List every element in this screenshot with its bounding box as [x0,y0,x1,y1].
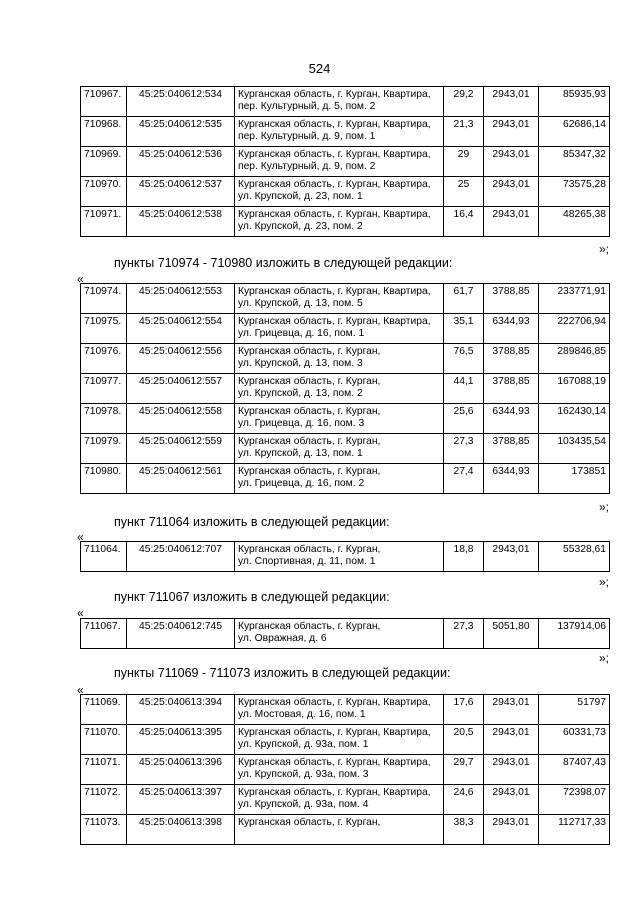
address-line: Курганская область, г. Курган, [238,406,381,417]
cadastral-cost-cell: 233771,91 [539,284,610,314]
address-line: Курганская область, г. Курган, [238,544,381,555]
cadastral-cost-cell: 167088,19 [539,374,610,404]
address-cell [235,815,444,845]
cadastral-cost-cell: 72398,07 [539,785,610,815]
address-cell [235,117,444,147]
cadastral-cost-cell: 222706,94 [539,314,610,344]
table-row [81,207,610,237]
close-quote: »; [598,242,609,256]
area-cell: 38,3 [444,815,484,845]
address-cell [235,147,444,177]
address-cell [235,87,444,117]
cadastral-number-cell: 45:25:040613:397 [127,785,235,815]
table-row [81,542,610,572]
area-cell: 35,1 [444,314,484,344]
table-row [81,434,610,464]
table-row [81,87,610,117]
address-line: пер. Культурный, д. 9, пом. 1 [238,131,376,142]
area-cell: 29 [444,147,484,177]
address-line: ул. Крупской, д. 23, пом. 2 [238,221,363,232]
cadastral-number-cell: 45:25:040613:395 [127,725,235,755]
cadastral-cost-cell: 73575,28 [539,177,610,207]
unit-price-cell: 2943,01 [484,147,539,177]
table-row [81,725,610,755]
table-row [81,815,610,845]
cadastral-number-cell: 45:25:040612:554 [127,314,235,344]
address-cell [235,177,444,207]
cadastral-number-cell: 45:25:040613:396 [127,755,235,785]
row-number-cell: 710980. [81,464,127,494]
address-line: ул. Крупской, д. 93а, пом. 4 [238,799,369,810]
area-cell: 25,6 [444,404,484,434]
property-table [80,541,610,572]
unit-price-cell: 2943,01 [484,207,539,237]
address-line: ул. Крупской, д. 93а, пом. 1 [238,739,369,750]
row-number-cell: 711072. [81,785,127,815]
area-cell: 44,1 [444,374,484,404]
cadastral-number-cell: 45:25:040612:536 [127,147,235,177]
cadastral-cost-cell: 173851 [539,464,610,494]
row-number-cell: 710969. [81,147,127,177]
address-line: Курганская область, г. Курган, Квартира, [238,757,431,768]
instruction-text: пункты 710974 - 710980 изложить в следующей редакции: [114,256,453,270]
address-line: ул. Крупской, д. 23, пом. 1 [238,191,363,202]
address-cell [235,785,444,815]
area-cell: 21,3 [444,117,484,147]
address-line: ул. Грицевца, д. 16, пом. 3 [238,418,365,429]
address-cell [235,434,444,464]
cadastral-number-cell: 45:25:040613:398 [127,815,235,845]
cadastral-number-cell: 45:25:040613:394 [127,695,235,725]
address-line: Курганская область, г. Курган, Квартира, [238,316,431,327]
area-cell: 76,5 [444,344,484,374]
address-cell [235,725,444,755]
address-cell [235,542,444,572]
unit-price-cell: 2943,01 [484,117,539,147]
unit-price-cell: 2943,01 [484,87,539,117]
instruction-text: пункт 711064 изложить в следующей редакции: [114,515,390,529]
address-cell [235,344,444,374]
table-row [81,785,610,815]
address-line: Курганская область, г. Курган, [238,346,381,357]
unit-price-cell: 3788,85 [484,284,539,314]
address-cell [235,755,444,785]
cadastral-number-cell: 45:25:040612:537 [127,177,235,207]
area-cell: 27,3 [444,619,484,649]
address-line: Курганская область, г. Курган, Квартира, [238,697,431,708]
unit-price-cell: 2943,01 [484,695,539,725]
row-number-cell: 711070. [81,725,127,755]
row-number-cell: 711064. [81,542,127,572]
open-quote: « [77,530,84,544]
unit-price-cell: 5051,80 [484,619,539,649]
area-cell: 29,2 [444,87,484,117]
unit-price-cell: 2943,01 [484,755,539,785]
address-cell [235,695,444,725]
row-number-cell: 710977. [81,374,127,404]
address-cell [235,464,444,494]
unit-price-cell: 2943,01 [484,725,539,755]
address-line: Курганская область, г. Курган, Квартира, [238,787,431,798]
close-quote: »; [598,651,609,665]
address-line: Курганская область, г. Курган, Квартира, [238,179,431,190]
table-row [81,147,610,177]
table-row [81,404,610,434]
address-line: ул. Крупской, д. 13, пом. 1 [238,448,363,459]
address-line: Курганская область, г. Курган, [238,621,381,632]
area-cell: 25 [444,177,484,207]
row-number-cell: 710968. [81,117,127,147]
address-line: Курганская область, г. Курган, [238,466,381,477]
row-number-cell: 710979. [81,434,127,464]
area-cell: 16,4 [444,207,484,237]
address-cell [235,619,444,649]
table-row [81,344,610,374]
cadastral-cost-cell: 62686,14 [539,117,610,147]
cadastral-number-cell: 45:25:040612:745 [127,619,235,649]
cadastral-number-cell: 45:25:040612:538 [127,207,235,237]
row-number-cell: 710967. [81,87,127,117]
area-cell: 27,4 [444,464,484,494]
cadastral-number-cell: 45:25:040612:535 [127,117,235,147]
row-number-cell: 710978. [81,404,127,434]
unit-price-cell: 2943,01 [484,177,539,207]
cadastral-number-cell: 45:25:040612:556 [127,344,235,374]
unit-price-cell: 2943,01 [484,785,539,815]
address-line: пер. Культурный, д. 9, пом. 2 [238,161,376,172]
property-table [80,694,610,845]
row-number-cell: 710975. [81,314,127,344]
address-cell [235,404,444,434]
cadastral-cost-cell: 289846,85 [539,344,610,374]
open-quote: « [77,683,84,697]
table-row [81,177,610,207]
cadastral-number-cell: 45:25:040612:553 [127,284,235,314]
close-quote: »; [598,500,609,514]
unit-price-cell: 2943,01 [484,815,539,845]
cadastral-cost-cell: 137914,06 [539,619,610,649]
area-cell: 17,6 [444,695,484,725]
address-line: ул. Овражная, д. 6 [238,633,327,644]
address-line: ул. Крупской, д. 13, пом. 3 [238,358,363,369]
instruction-text: пункт 711067 изложить в следующей редакции: [114,590,390,604]
instruction-text: пункты 711069 - 711073 изложить в следующей редакции: [114,666,451,680]
address-line: ул. Крупской, д. 13, пом. 5 [238,298,363,309]
address-line: ул. Грицевца, д. 16, пом. 2 [238,478,365,489]
unit-price-cell: 3788,85 [484,344,539,374]
table-row [81,695,610,725]
row-number-cell: 711069. [81,695,127,725]
address-line: Курганская область, г. Курган, Квартира, [238,149,431,160]
cadastral-cost-cell: 48265,38 [539,207,610,237]
cadastral-number-cell: 45:25:040612:561 [127,464,235,494]
address-line: Курганская область, г. Курган, [238,376,381,387]
row-number-cell: 710970. [81,177,127,207]
row-number-cell: 711071. [81,755,127,785]
cadastral-cost-cell: 103435,54 [539,434,610,464]
cadastral-cost-cell: 87407,43 [539,755,610,785]
cadastral-cost-cell: 162430,14 [539,404,610,434]
address-line: Курганская область, г. Курган, [238,817,381,828]
unit-price-cell: 2943,01 [484,542,539,572]
close-quote: »; [598,575,609,589]
unit-price-cell: 6344,93 [484,464,539,494]
address-line: ул. Крупской, д. 13, пом. 2 [238,388,363,399]
cadastral-cost-cell: 85935,93 [539,87,610,117]
row-number-cell: 711067. [81,619,127,649]
table-row [81,374,610,404]
table-row [81,755,610,785]
address-cell [235,314,444,344]
area-cell: 24,6 [444,785,484,815]
address-cell [235,207,444,237]
row-number-cell: 710971. [81,207,127,237]
area-cell: 27,3 [444,434,484,464]
page-number: 524 [308,61,331,76]
cadastral-cost-cell: 112717,33 [539,815,610,845]
row-number-cell: 711073. [81,815,127,845]
address-line: Курганская область, г. Курган, Квартира, [238,209,431,220]
cadastral-number-cell: 45:25:040612:534 [127,87,235,117]
area-cell: 20,5 [444,725,484,755]
cadastral-cost-cell: 60331,73 [539,725,610,755]
address-line: Курганская область, г. Курган, Квартира, [238,286,431,297]
cadastral-cost-cell: 55328,61 [539,542,610,572]
unit-price-cell: 3788,85 [484,374,539,404]
cadastral-number-cell: 45:25:040612:557 [127,374,235,404]
table-row [81,284,610,314]
address-cell [235,284,444,314]
unit-price-cell: 3788,85 [484,434,539,464]
address-line: пер. Культурный, д. 5, пом. 2 [238,101,376,112]
area-cell: 29,7 [444,755,484,785]
table-row [81,619,610,649]
row-number-cell: 710974. [81,284,127,314]
open-quote: « [77,606,84,620]
address-cell [235,374,444,404]
cadastral-number-cell: 45:25:040612:707 [127,542,235,572]
address-line: ул. Мостовая, д. 16, пом. 1 [238,709,366,720]
cadastral-number-cell: 45:25:040612:559 [127,434,235,464]
property-table [80,283,610,494]
address-line: ул. Спортивная, д. 11, пом. 1 [238,556,376,567]
address-line: Курганская область, г. Курган, Квартира, [238,727,431,738]
table-row [81,464,610,494]
table-row [81,117,610,147]
address-line: Курганская область, г. Курган, Квартира, [238,119,431,130]
address-line: ул. Грицевца, д. 16, пом. 1 [238,328,365,339]
table-row [81,314,610,344]
cadastral-cost-cell: 85347,32 [539,147,610,177]
row-number-cell: 710976. [81,344,127,374]
address-line: ул. Крупской, д. 93а, пом. 3 [238,769,369,780]
property-table [80,618,610,649]
cadastral-number-cell: 45:25:040612:558 [127,404,235,434]
property-table [80,86,610,237]
cadastral-cost-cell: 51797 [539,695,610,725]
open-quote: « [77,272,84,286]
unit-price-cell: 6344,93 [484,314,539,344]
area-cell: 18,8 [444,542,484,572]
address-line: Курганская область, г. Курган, [238,436,381,447]
unit-price-cell: 6344,93 [484,404,539,434]
address-line: Курганская область, г. Курган, Квартира, [238,89,431,100]
area-cell: 61,7 [444,284,484,314]
